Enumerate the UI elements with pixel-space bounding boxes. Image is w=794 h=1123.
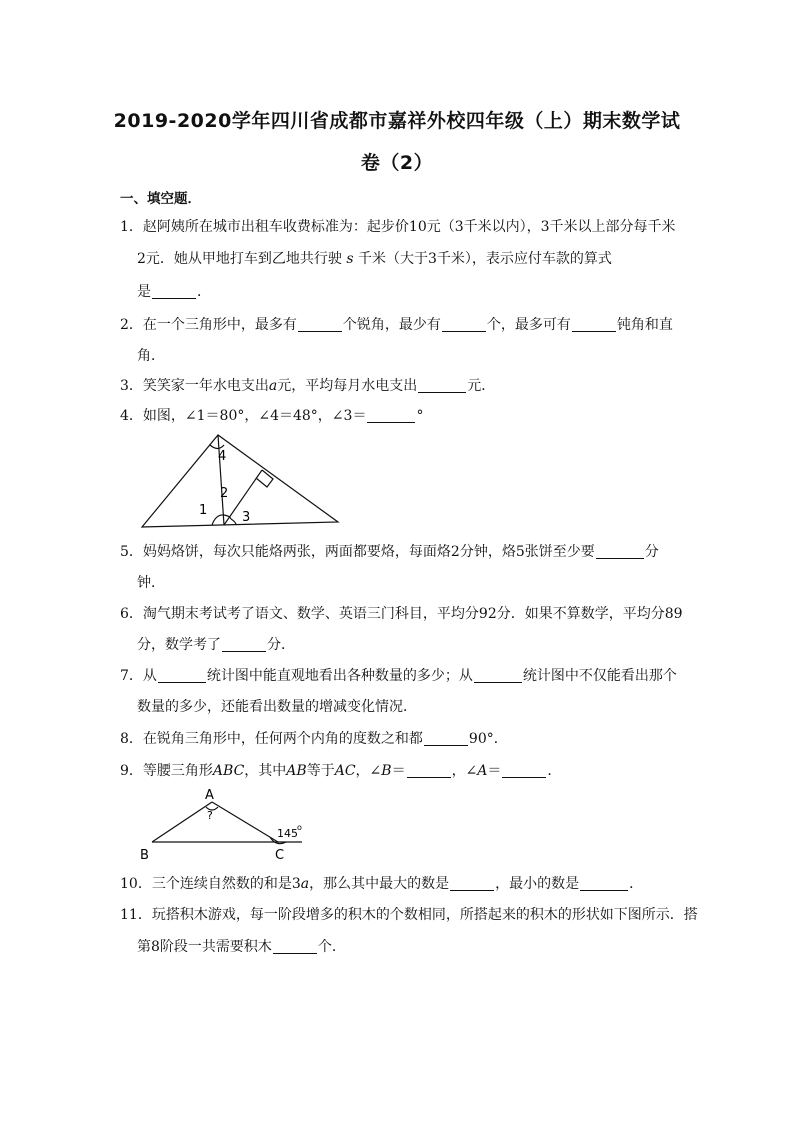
q9-line1: 9．等腰三角形ABC，其中AB等于AC，∠B＝ ，∠A＝ ． [120, 763, 562, 779]
q1-line2: 2元．她从甲地打车到乙地共行驶 s 千米（大于3千米），表示应付车款的算式 [137, 251, 612, 267]
q4-label-2: 2 [220, 486, 229, 501]
var-s: s [346, 251, 354, 267]
q11-line1: 11．玩搭积木游戏，每一阶段增多的积木的个数相同，所搭起来的积木的形状如下图所示．搭 [120, 907, 698, 923]
answer-blank[interactable] [152, 284, 196, 299]
q5-line2: 钟． [137, 575, 165, 591]
q4-arc-1 [212, 515, 224, 525]
q4-label-3: 3 [242, 510, 251, 525]
q6-line2: 分，数学考了 分． [137, 637, 295, 653]
answer-blank[interactable] [450, 876, 494, 891]
q4-arc-4 [210, 445, 224, 449]
q1-line1: 1．赵阿姨所在城市出租车收费标准为：起步价10元（3千米以内），3千米以上部分每千米 [120, 219, 676, 235]
answer-blank[interactable] [474, 668, 522, 683]
q4-triangle-figure [138, 430, 344, 532]
q4-label-4: 4 [218, 449, 227, 464]
answer-blank[interactable] [407, 763, 451, 778]
page-title-line2: 卷（2） [360, 152, 434, 174]
answer-blank[interactable] [442, 317, 486, 332]
q11-line2: 第8阶段一共需要积木 个． [137, 939, 346, 955]
q9-label-angle: 145 [277, 827, 298, 840]
q9-label-q: ? [207, 809, 213, 822]
q5-line1: 5．妈妈烙饼，每次只能烙两张，两面都要烙，每面烙2分钟，烙5张饼至少要 分 [120, 544, 659, 560]
q6-line1: 6．淘气期末考试考了语文、数学、英语三门科目，平均分92分．如果不算数学，平均分89 [120, 606, 683, 622]
q9-triangle-figure [136, 785, 312, 865]
q2-line2: 角． [137, 348, 165, 364]
q4-line1: 4．如图，∠1＝80°，∠4＝48°，∠3＝ ° [120, 408, 424, 424]
q9-label-degree: o [297, 823, 302, 832]
var-a: a [300, 876, 310, 892]
q4-label-1: 1 [199, 503, 208, 518]
q10-line1: 10．三个连续自然数的和是3a，那么其中最大的数是 ，最小的数是 ． [120, 876, 644, 892]
q4-triangle [142, 435, 338, 527]
q7-line1: 7．从 统计图中能直观地看出各种数量的多少；从 统计图中不仅能看出那个 [120, 668, 677, 684]
answer-blank[interactable] [502, 763, 546, 778]
q2-line1: 2．在一个三角形中，最多有 个锐角，最少有 个，最多可有 钝角和直 [120, 317, 673, 333]
answer-blank[interactable] [222, 637, 266, 652]
q9-label-c: C [275, 848, 285, 863]
q7-line2: 数量的多少，还能看出数量的增减变化情况． [137, 699, 417, 715]
answer-blank[interactable] [580, 876, 628, 891]
answer-blank[interactable] [158, 668, 206, 683]
q9-label-b: B [140, 848, 149, 863]
answer-blank[interactable] [273, 939, 317, 954]
q3-line1: 3．笑笑家一年水电支出a元，平均每月水电支出 元． [120, 378, 496, 394]
answer-blank[interactable] [424, 731, 468, 746]
section-heading: 一、填空题． [120, 191, 201, 207]
var-a: a [268, 378, 278, 394]
q1-line3: 是 ． [137, 284, 211, 300]
q9-label-a: A [205, 788, 214, 803]
q8-line1: 8．在锐角三角形中，任何两个内角的度数之和都 90°． [120, 731, 508, 747]
answer-blank[interactable] [367, 408, 415, 423]
answer-blank[interactable] [572, 317, 616, 332]
answer-blank[interactable] [418, 378, 466, 393]
answer-blank[interactable] [596, 544, 644, 559]
q9-side-ac [212, 802, 278, 842]
answer-blank[interactable] [298, 317, 342, 332]
page-title-line1: 2019-2020学年四川省成都市嘉祥外校四年级（上）期末数学试 [113, 110, 681, 132]
q9-side-ab [152, 802, 212, 842]
